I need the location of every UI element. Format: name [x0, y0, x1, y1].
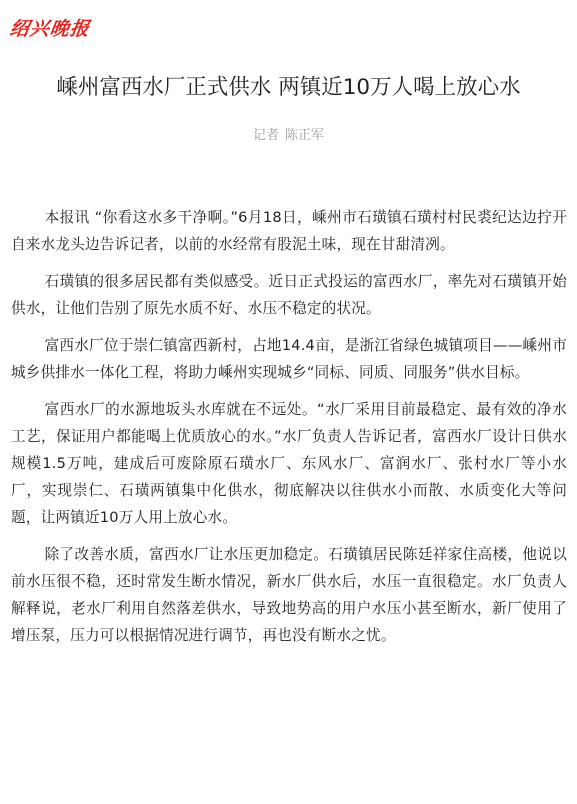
article-paragraph: 石璜镇的很多居民都有类似感受。近日正式投运的富西水厂，率先对石璜镇开始供水，让他们告别了原先水质不好、水压不稳定的状况。 — [11, 273, 567, 317]
masthead-logo-text: 绍兴晚报 — [8, 17, 92, 40]
masthead-logo — [10, 14, 90, 40]
article-paragraph: 本报讯 “你看这水多干净啊。”6月18日，嵊州市石璜镇石璜村村民裘纪达边拧开自来水龙头边告诉记者，以前的水经常有股泥土味，现在甘甜清冽。 — [11, 209, 567, 253]
article-paragraph: 富西水厂的水源地坂头水库就在不远处。“水厂采用目前最稳定、最有效的净水工艺，保证用户都能喝上优质放心的水。”水厂负责人告诉记者，富西水厂设计日供水规模1.5万吨，建成后可废除原石璜水厂、东风水厂、富润水厂、张村水厂等小水厂，实现崇仁、石璜两镇集中化供水，彻底解决以往供水小而散、水质变化大等问题，让两镇近10万人用上放心水。 — [11, 401, 567, 526]
byline — [0, 124, 577, 143]
byline-role: 记者 — [252, 128, 279, 143]
byline-name: 陈正军 — [285, 128, 325, 143]
article-title: 嵊州富西水厂正式供水 两镇近10万人喝上放心水 — [56, 75, 521, 100]
article-body — [11, 204, 567, 659]
article-paragraph: 除了改善水质，富西水厂让水压更加稳定。石璜镇居民陈廷祥家住高楼，他说以前水压很不稳，还时常发生断水情况，新水厂供水后，水压一直很稳定。水厂负责人解释说，老水厂利用自然落差供水，导致地势高的用户水压小甚至断水，新厂使用了增压泵，压力可以根据情况进行调节，再也没有断水之忧。 — [11, 546, 567, 644]
article-paragraph: 富西水厂位于崇仁镇富西新村，占地14.4亩，是浙江省绿色城镇项目——嵊州市城乡供排水一体化工程，将助力嵊州实现城乡“同标、同质、同服务”供水目标。 — [11, 337, 567, 381]
